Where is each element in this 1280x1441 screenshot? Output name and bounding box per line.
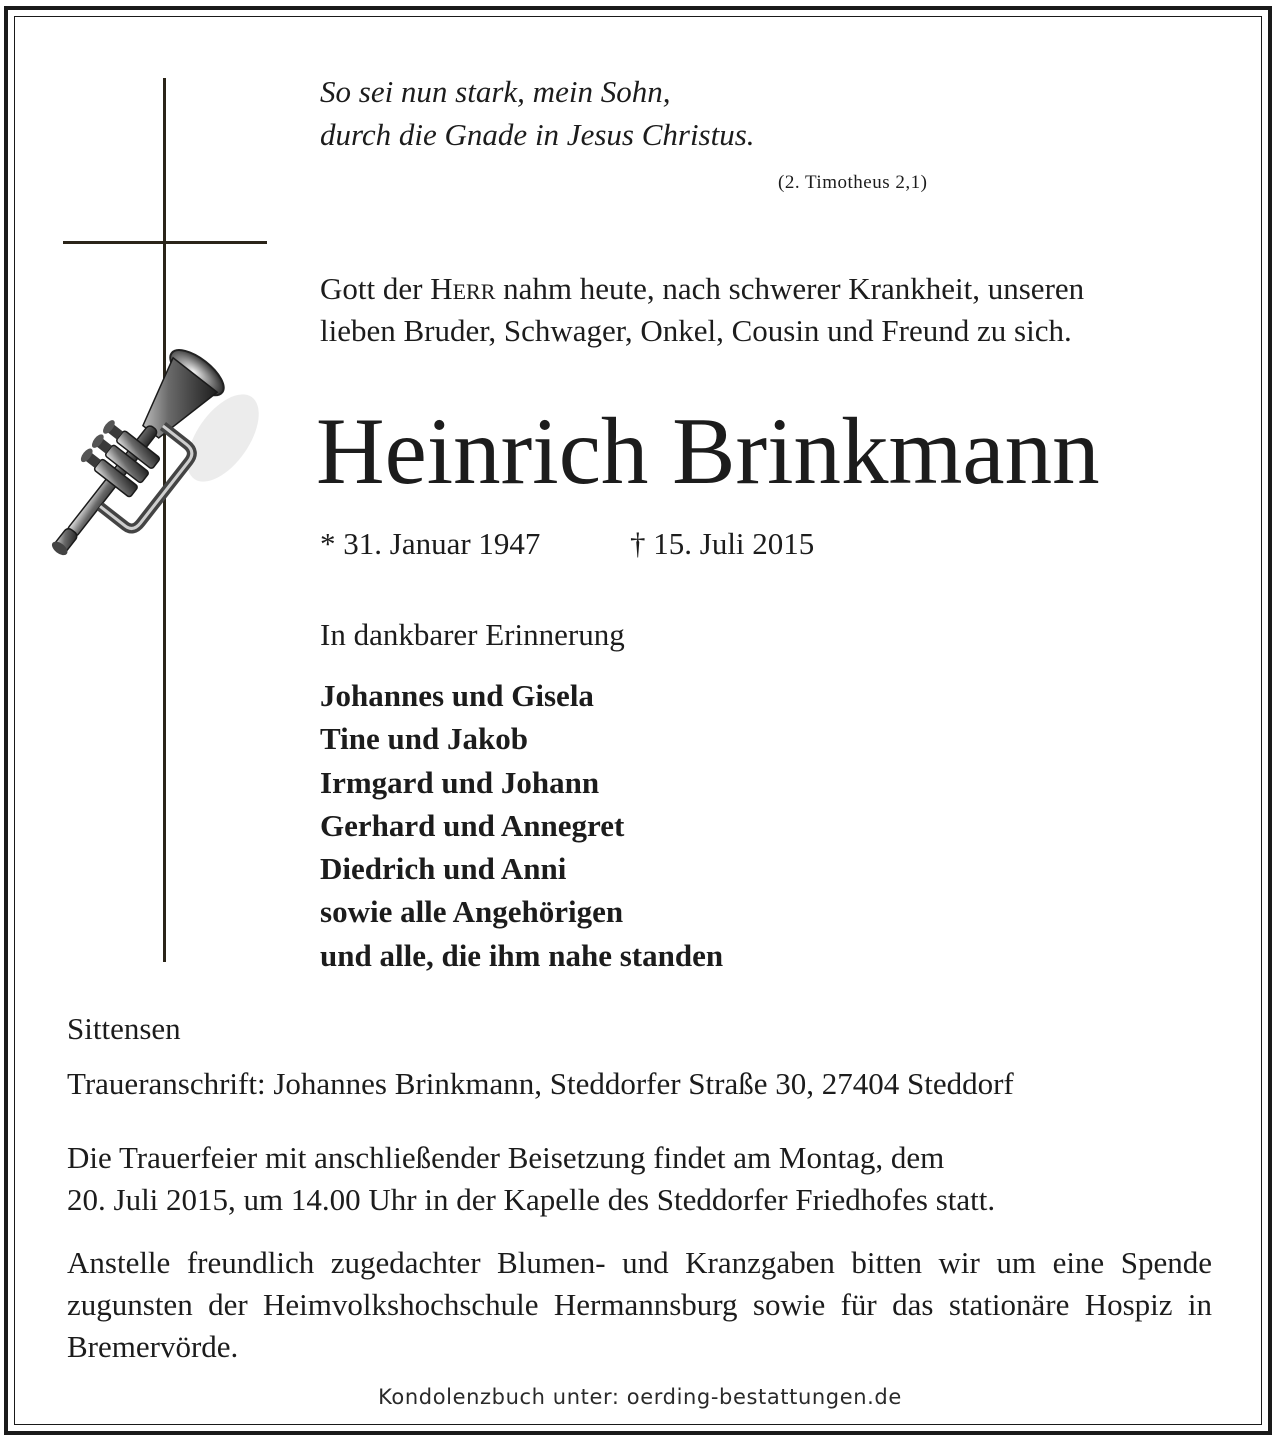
verse-line-1: So sei nun stark, mein Sohn, <box>320 74 671 109</box>
death-date: † 15. Juli 2015 <box>630 526 815 561</box>
verse-line-2: durch die Gnade in Jesus Christus. <box>320 117 755 152</box>
funeral-service-notice <box>67 1137 1212 1221</box>
mourner-entry: Johannes und Gisela <box>320 678 594 713</box>
announcement-line-1-end: nahm heute, nach schwerer Krankheit, unseren <box>495 271 1085 306</box>
announcement-line-1 <box>320 268 1084 310</box>
memory-line: In dankbarer Erinnerung <box>320 617 625 652</box>
mourner-entry: Tine und Jakob <box>320 721 528 757</box>
bible-verse <box>320 70 755 156</box>
mourning-address: Traueranschrift: Johannes Brinkmann, Steddorfer Straße 30, 27404 Steddorf <box>67 1066 1014 1101</box>
cross-horizontal-bar <box>63 241 267 244</box>
birth-date: * 31. Januar 1947 <box>320 526 541 561</box>
condolence-book-link[interactable]: Kondolenzbuch unter: oerding-bestattungen.de <box>378 1385 902 1409</box>
donation-request: Anstelle freundlich zugedachter Blumen- und Kranzgaben bitten wir um eine Spende zugunsten der Heimvolkshochschule Hermannsburg sowie für das stationäre Hospiz in Bremervörde. <box>67 1245 1212 1364</box>
service-line-2: 20. Juli 2015, um 14.00 Uhr in der Kapelle des Steddorfer Friedhofes statt. <box>67 1182 996 1217</box>
mourner-entry: Irmgard und Johann <box>320 764 600 800</box>
mourners-list <box>320 674 723 977</box>
announcement-text <box>320 268 1084 352</box>
place-name: Sittensen <box>67 1011 181 1046</box>
mourner-entry: sowie alle Angehörigen <box>320 894 624 930</box>
mourner-entry: Diedrich und Anni <box>320 851 567 887</box>
mourner-entry: und alle, die ihm nahe standen <box>320 937 724 973</box>
verse-reference: (2. Timotheus 2,1) <box>778 172 928 193</box>
mourner-entry: Gerhard und Annegret <box>320 807 625 843</box>
announcement-line-1-start: Gott der <box>320 271 431 306</box>
lord-small-caps: Herr <box>430 271 496 306</box>
service-line-1: Die Trauerfeier mit anschließender Beisetzung findet am Montag, dem <box>67 1140 945 1175</box>
announcement-line-2: lieben Bruder, Schwager, Onkel, Cousin und Freund zu sich. <box>320 313 1072 348</box>
deceased-name: Heinrich Brinkmann <box>316 398 1100 504</box>
trumpet-icon <box>38 318 288 628</box>
